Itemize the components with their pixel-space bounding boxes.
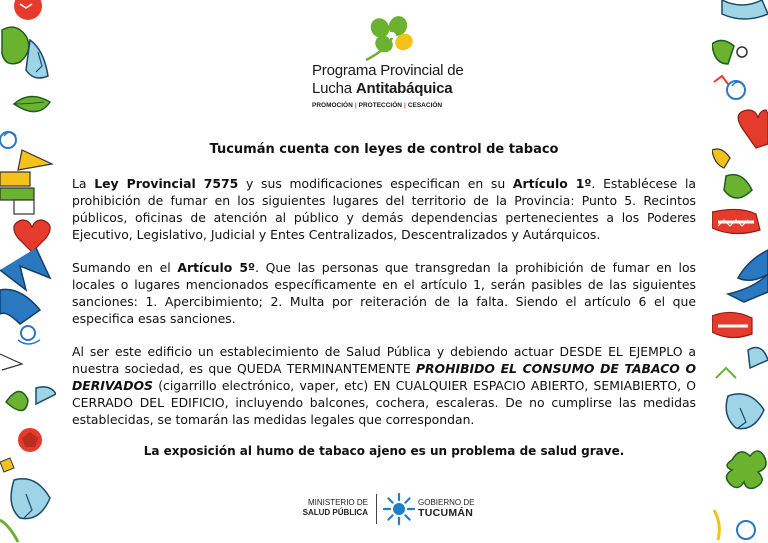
page-title: Tucumán cuenta con leyes de control de tabaco [209, 142, 559, 157]
sun-icon [382, 492, 416, 526]
logo-tagline: PROMOCIÓN | PROTECCIÓN | CESACIÓN [312, 102, 443, 109]
program-logo [312, 14, 462, 114]
divider [376, 494, 377, 524]
gobierno-logo: GOBIERNO DE TUCUMÁN [418, 498, 475, 519]
closing-statement: La exposición al humo de tabaco ajeno es un problema de salud grave. [143, 444, 625, 458]
document-body [72, 0, 696, 543]
paragraph-prohibition: Al ser este edificio un establecimiento de Salud Pública y debiendo actuar DESDE EL EJEMPLO a nuestra sociedad, es que QUEDA TERMINANTEMENTE PROHIBIDO EL CONSUMO DE TABACO O DERIVADOS (cigarrillo electrónico, vaper, etc) EN CUALQUIER ESPACIO ABIERTO, SEMIABIERTO, O CERRADO DEL EDIFICIO, incluyendo balcones, cochera, escaleras. De no cumplirse las medidas establecidas, se tomarán las medidas legales que correspondan. [72, 344, 696, 427]
decorative-border-right [712, 0, 768, 543]
ministerio-logo: MINISTERIO DE SALUD PÚBLICA [302, 498, 368, 517]
clover-icon [362, 14, 422, 62]
decorative-border-left [0, 0, 56, 543]
logo-title-line2: Lucha Antitabáquica [312, 80, 453, 97]
logo-title-line1: Programa Provincial de [312, 62, 464, 79]
paragraph-article-5: Sumando en el Artículo 5º. Que las personas que transgredan la prohibición de fumar en los locales o lugares mencionados específicamente en el artículo 1, serán pasibles de las siguientes sanciones: 1. Apercibimiento; 2. Multa por reiteración de la falta. Siendo el artículo 6 el que especifica esas sanciones. [72, 260, 696, 326]
footer-logos [294, 492, 504, 528]
paragraph-law: La Ley Provincial 7575 y sus modificaciones especifican en su Artículo 1º. Establécese la prohibición de fumar en los siguientes lugares del territorio de la Provincia: Punto 5. Recintos públicos, oficinas de atención al público y demás dependencias pertenecientes a los Poderes Ejecutivo, Legislativo, Judicial y Entes Centralizados, Descentralizados y Autárquicos. [72, 176, 696, 242]
